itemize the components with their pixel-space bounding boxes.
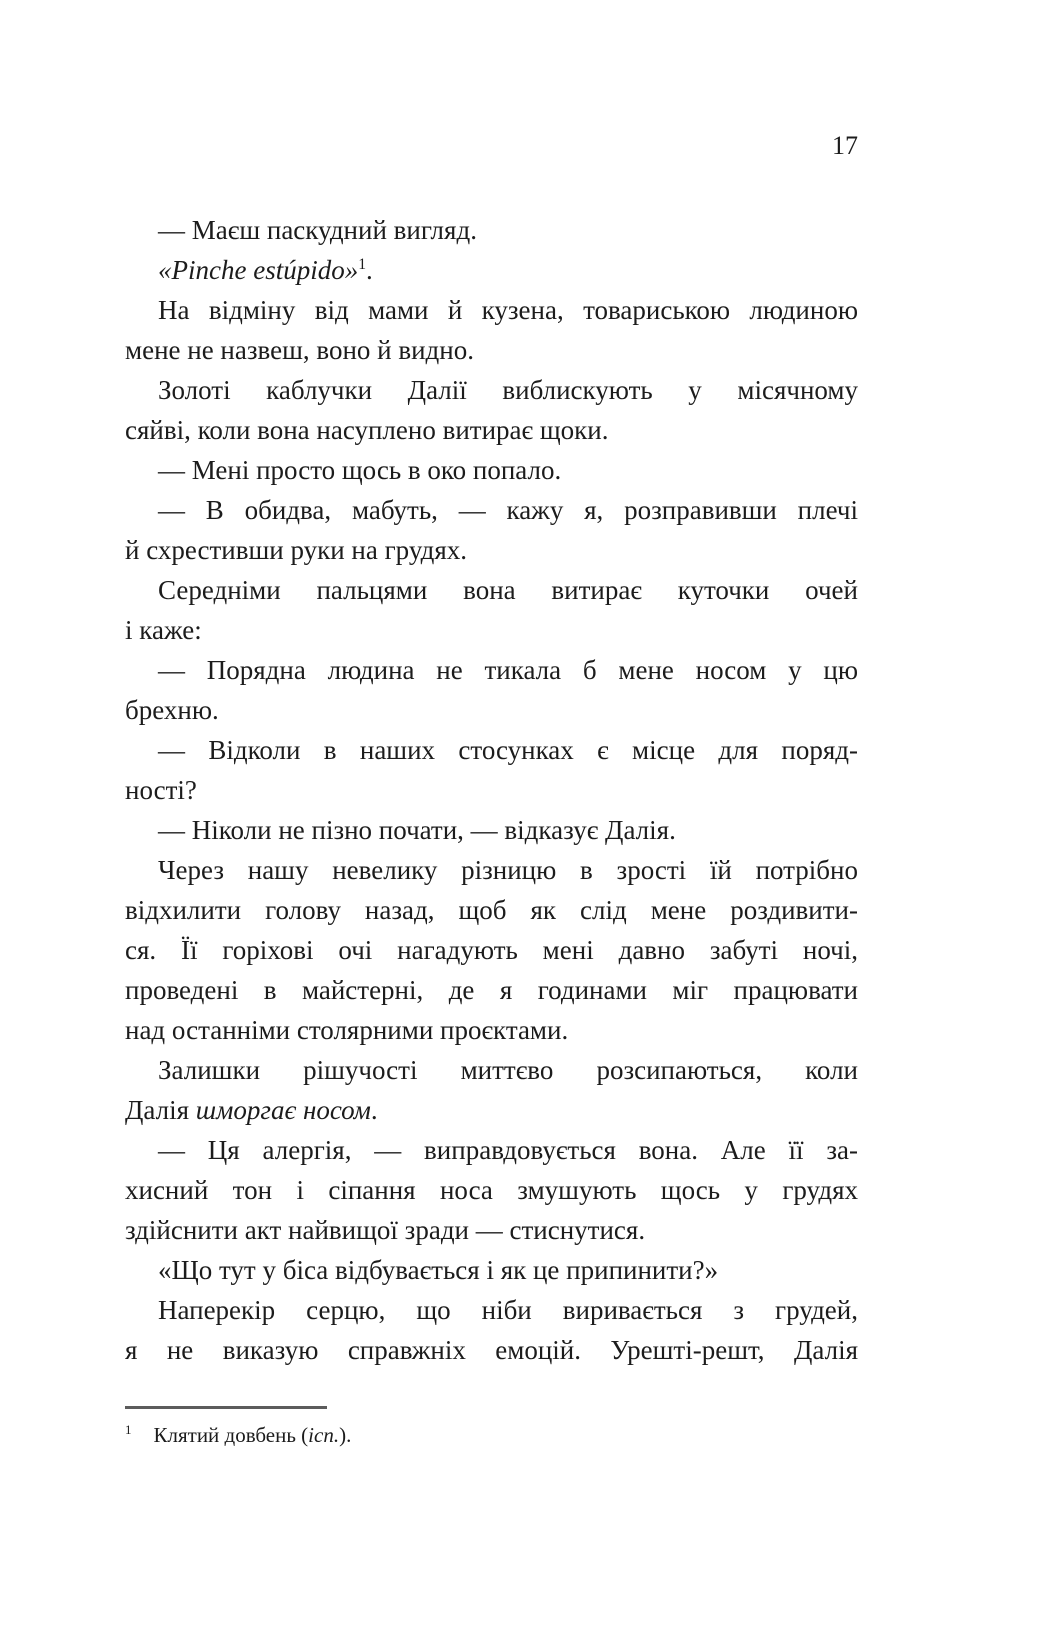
text-line — [125, 1330, 858, 1370]
text-line — [125, 1050, 858, 1090]
text-line — [125, 930, 858, 970]
text-line — [125, 1010, 858, 1050]
footnote-marker: 1 — [125, 1422, 132, 1437]
text-segment: «Pinche estúpido» — [158, 255, 359, 285]
text-segment: — Ніколи не пізно почати, — відказує Далія. — [158, 815, 676, 845]
text-segment: Залишки рішучості миттєво розсипаються, коли — [158, 1055, 858, 1085]
text-segment: Клятий довбень ( — [153, 1423, 309, 1447]
text-line — [125, 770, 858, 810]
text-segment: шморгає носом — [195, 1095, 371, 1125]
text-segment: і каже: — [125, 615, 202, 645]
text-segment: здійснити акт найвищої зради — стиснутися. — [125, 1215, 646, 1245]
text-line — [125, 1250, 858, 1290]
text-segment: Золоті каблучки Далії виблискують у місячному — [158, 375, 858, 405]
text-segment: . — [370, 1095, 378, 1125]
text-line — [125, 1130, 858, 1170]
text-segment: брехню. — [125, 695, 219, 725]
text-line — [125, 450, 858, 490]
text-segment: Середніми пальцями вона витирає куточки очей — [158, 575, 858, 605]
page-number: 17 — [832, 131, 858, 160]
text-line — [125, 610, 858, 650]
text-line — [125, 1290, 858, 1330]
text-line — [125, 330, 858, 370]
text-segment: ся. Її горіхові очі нагадують мені давно забуті ночі, — [125, 935, 858, 965]
text-line — [125, 370, 858, 410]
text-segment: відхилити голову назад, щоб як слід мене роздивити- — [125, 895, 858, 925]
text-line — [125, 650, 858, 690]
text-segment: — Мені просто щось в око попало. — [158, 455, 562, 485]
text-segment: ності? — [125, 775, 197, 805]
text-segment: проведені в майстерні, де я годинами міг працювати — [125, 975, 858, 1005]
text-line — [125, 210, 858, 250]
text-segment: й схрестивши руки на грудях. — [125, 535, 468, 565]
text-segment: сяйві, коли вона насуплено витирає щоки. — [125, 415, 609, 445]
text-line — [125, 410, 858, 450]
text-segment: над останніми столярними проєктами. — [125, 1015, 569, 1045]
text-line — [125, 970, 858, 1010]
text-line — [125, 850, 858, 890]
text-segment: — Ця алергія, — виправдовується вона. Але її за- — [158, 1135, 858, 1165]
text-segment: На відміну від мами й кузена, товариською людиною — [158, 295, 858, 325]
text-line — [125, 890, 858, 930]
text-line — [125, 690, 858, 730]
text-line — [125, 490, 858, 530]
text-line — [125, 1170, 858, 1210]
text-line — [125, 1090, 858, 1130]
text-line — [125, 570, 858, 610]
text-segment: Далія — [125, 1095, 196, 1125]
footnote-divider — [125, 1406, 327, 1409]
text-segment: — Відколи в наших стосунках є місце для поряд- — [158, 735, 858, 765]
text-segment: хисний тон і сіпання носа змушують щось у грудях — [125, 1175, 858, 1205]
footnote-reference: 1 — [358, 256, 367, 273]
footnote-text — [154, 1423, 352, 1447]
text-segment: Наперекір серцю, що ніби виривається з грудей, — [158, 1295, 858, 1325]
text-line — [125, 730, 858, 770]
text-segment: «Що тут у біса відбувається і як це припинити?» — [158, 1255, 719, 1285]
footnote — [125, 1418, 858, 1452]
text-segment: . — [366, 255, 373, 285]
text-segment: — Порядна людина не тикала б мене носом у цю — [158, 655, 858, 685]
text-segment: Через нашу невелику різницю в зрості їй потрібно — [158, 855, 858, 885]
text-segment: ісп. — [308, 1423, 340, 1447]
page-text — [125, 210, 858, 1370]
text-line — [125, 290, 858, 330]
text-segment: мене не назвеш, воно й видно. — [125, 335, 474, 365]
text-segment: — В обидва, мабуть, — кажу я, розправивши плечі — [158, 495, 858, 525]
text-line — [125, 810, 858, 850]
text-segment: ). — [339, 1423, 352, 1447]
text-line — [125, 250, 858, 290]
text-segment: я не виказую справжніх емоцій. Урешті-решт, Далія — [125, 1335, 858, 1365]
text-segment: — Маєш паскудний вигляд. — [158, 215, 477, 245]
text-line — [125, 530, 858, 570]
text-line — [125, 1210, 858, 1250]
